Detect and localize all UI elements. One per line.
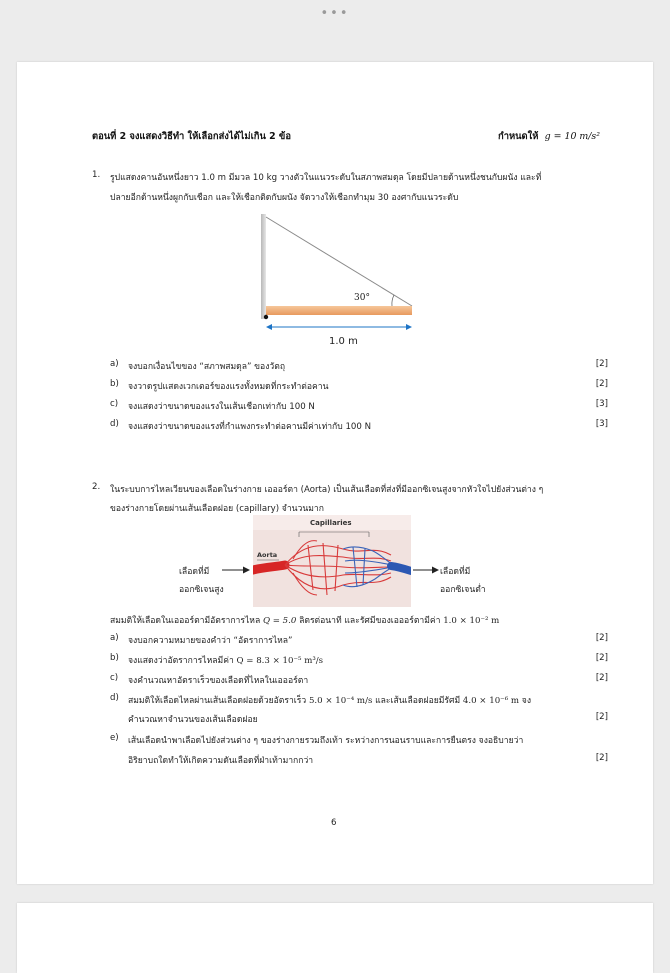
q2-part-e-label: e) (110, 733, 119, 743)
q1-part-c-label: c) (110, 399, 119, 409)
q1-number: 1. (92, 170, 101, 180)
q1-part-a-marks: [2] (595, 359, 608, 369)
q1-part-b-marks: [2] (595, 379, 608, 389)
q2-part-d-line1 (128, 693, 531, 707)
q1-part-d-marks: [3] (595, 419, 608, 429)
pivot-point (264, 315, 268, 319)
menu-dots-icon[interactable]: ••• (320, 6, 350, 21)
q1-part-b-label: b) (110, 379, 119, 389)
q2-part-b-words: จงแสดงว่าอัตราการไหลมีค่า (128, 656, 237, 666)
aorta-label: Aorta (257, 551, 278, 559)
q2-part-e-marks: [2] (595, 753, 608, 763)
beam-diagram (242, 214, 432, 349)
capillary-radius-value: 4.0 × 10⁻⁶ m (462, 696, 520, 706)
q2-part-d-marks: [2] (595, 712, 608, 722)
q2-text-line1: ในระบบการไหลเวียนของเลือดในร่างกาย เอออร์ตา (Aorta) เป็นเส้นเลือดที่ส่งที่มีออกซิเจนสูงจากหัวใจไปยังส่วนต่าง ๆ (110, 485, 544, 495)
q2-part-d-label: d) (110, 693, 119, 703)
q1-part-b-text: จงวาดรูปแสดงเวกเตอร์ของแรงทั้งหมดที่กระทำต่อคาน (128, 382, 329, 392)
aorta-radius-value: 1.0 × 10⁻² m (443, 616, 500, 626)
capillaries-label: Capillaries (310, 519, 352, 527)
next-page (17, 903, 653, 973)
q1-text-line2: ปลายอีกด้านหนึ่งผูกกับเชือก และให้เชือกติดกับผนัง จัดวางให้เชือกทำมุม 30 องศากับแนวระดับ (110, 193, 459, 203)
q1-part-c-text: จงแสดงว่าขนาดของแรงในเส้นเชือกเท่ากับ 100 N (128, 402, 315, 412)
q2-part-c-label: c) (110, 673, 119, 683)
q1-part-d-text: จงแสดงว่าขนาดของแรงที่กำแพงกระทำต่อคานมีค่าเท่ากับ 100 N (128, 422, 372, 432)
low-oxygen-label-1: เลือดที่มี (440, 567, 471, 577)
length-label: 1.0 m (329, 336, 358, 347)
page-number: 6 (331, 818, 337, 828)
dimension-arrow-left-icon (266, 324, 272, 330)
document-page (17, 62, 653, 884)
wall (261, 214, 266, 319)
section-title: ตอนที่ 2 จงแสดงวิธีทำ ให้เลือกส่งได้ไม่เกิน 2 ข้อ (92, 131, 291, 142)
q2-part-b-label: b) (110, 653, 119, 663)
q2-part-d-text-b: และเส้นเลือดฝอยมีรัศมี (372, 696, 463, 706)
angle-arc (392, 295, 394, 306)
q2-part-b-math: Q = 8.3 × 10⁻⁵ m³/s (236, 656, 324, 666)
q2-part-d-text-c: จง (519, 696, 532, 706)
q2-part-d-line2: คำนวณหาจำนวนของเส้นเลือดฝอย (128, 715, 258, 725)
arrow-right-icon (222, 565, 250, 575)
q2-part-a-text: จงบอกความหมายของคำว่า “อัตราการไหล” (128, 636, 293, 646)
capillary-speed-value: 5.0 × 10⁻⁴ m/s (308, 696, 373, 706)
q1-part-d-label: d) (110, 419, 119, 429)
blood-vessel-diagram (253, 515, 411, 607)
high-oxygen-label-1: เลือดที่มี (179, 567, 210, 577)
q2-part-e-line1: เส้นเลือดนำพาเลือดไปยังส่วนต่าง ๆ ของร่างกายรวมถึงเท้า ระหว่างการนอนราบและการยืนตรง จงอธิบายว่า (128, 736, 524, 746)
arrow-right-icon (413, 565, 439, 575)
q2-assumption (110, 613, 499, 627)
given-label: กำหนดให้ (498, 131, 539, 142)
high-oxygen-label-2: ออกซิเจนสูง (179, 585, 224, 595)
low-oxygen-label-2: ออกซิเจนต่ำ (440, 585, 486, 595)
q2-part-c-marks: [2] (595, 673, 608, 683)
given-value: g = 10 m/s² (544, 131, 600, 142)
angle-label: 30° (354, 293, 370, 303)
rope (266, 217, 412, 306)
q2-part-e-line2: อิริยาบถใดทำให้เกิดความดันเลือดที่ฝ่าเท้ามากกว่า (128, 756, 314, 766)
dimension-arrow-right-icon (406, 324, 412, 330)
assumption-text-2: ลิตรต่อนาที และรัศมีของเอออร์ตามีค่า (296, 616, 444, 626)
flow-rate-value: Q = 5.0 (262, 616, 297, 626)
q2-part-b-text (128, 653, 323, 667)
q1-part-a-label: a) (110, 359, 119, 369)
beam (266, 306, 412, 315)
q1-part-a-text: จงบอกเงื่อนไขของ “สภาพสมดุล” ของวัตถุ (128, 362, 286, 372)
q2-part-b-marks: [2] (595, 653, 608, 663)
assumption-text-1: สมมติให้เลือดในเอออร์ตามีอัตราการไหล (110, 616, 263, 626)
q1-part-c-marks: [3] (595, 399, 608, 409)
q1-text-line1: รูปแสดงคานอันหนึ่งยาว 1.0 m มีมวล 10 kg วางตัวในแนวระดับในสภาพสมดุล โดยมีปลายด้านหนึ่งชนกับผนัง และที่ (110, 173, 542, 183)
q2-part-a-marks: [2] (595, 633, 608, 643)
q2-part-d-text-a: สมมติให้เลือดไหลผ่านเส้นเลือดฝอยด้วยอัตราเร็ว (128, 696, 309, 706)
q2-number: 2. (92, 482, 101, 492)
q2-text-line2: ของร่างกายโดยผ่านเส้นเลือดฝอย (capillary) จำนวนมาก (110, 504, 324, 514)
q2-part-a-label: a) (110, 633, 119, 643)
q2-part-c-text: จงคำนวณหาอัตราเร็วของเลือดที่ไหลในเอออร์ตา (128, 676, 309, 686)
given-constant (498, 129, 600, 144)
